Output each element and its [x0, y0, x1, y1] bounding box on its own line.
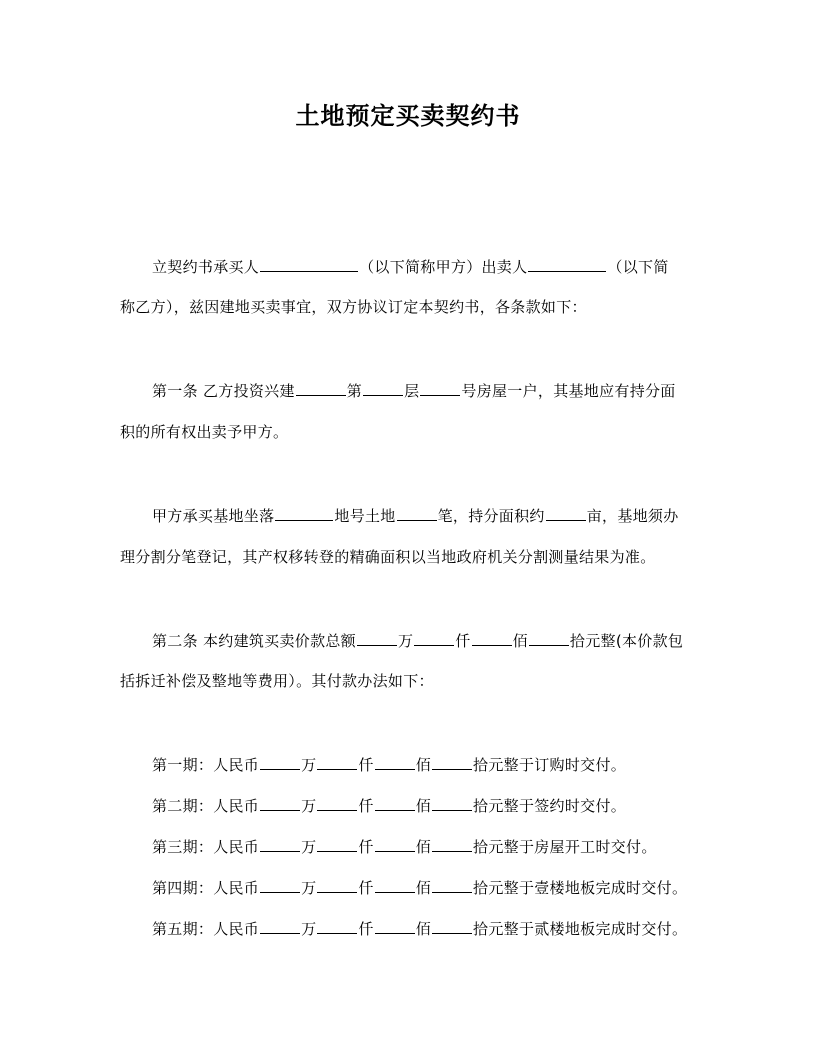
- article2-line-1: [120, 629, 683, 652]
- payment-suffix: 拾元整于签约时交付。: [473, 797, 627, 815]
- text: （以下简称甲方）出卖人: [359, 258, 528, 276]
- blank: [432, 917, 472, 934]
- text: 层: [404, 382, 420, 400]
- blank: [260, 876, 300, 893]
- text: 第二条 本约建筑买卖价款总额: [152, 632, 356, 650]
- intro-line-1: [120, 255, 669, 278]
- blank: [414, 629, 454, 646]
- text: 笔，持分面积约: [437, 507, 545, 525]
- text: 万: [397, 632, 414, 650]
- text: 立契约书承买人: [152, 258, 260, 276]
- article1-line-2: 积的所有权出卖予甲方。: [120, 423, 289, 441]
- blank: [317, 794, 357, 811]
- intro-line-2: 称乙方），兹因建地买卖事宜，双方协议订定本契约书，各条款如下：: [120, 298, 587, 316]
- text: 第一条 乙方投资兴建: [152, 382, 295, 400]
- blank-seller: [528, 255, 606, 272]
- blank-buyer: [260, 255, 358, 272]
- blank: [432, 794, 472, 811]
- para2-line-1: [120, 504, 679, 527]
- unit: 万: [301, 838, 317, 856]
- payment-suffix: 拾元整于贰楼地板完成时交付。: [473, 920, 688, 938]
- blank: [375, 794, 415, 811]
- unit: 仟: [358, 756, 374, 774]
- unit: 仟: [358, 838, 374, 856]
- blank: [375, 917, 415, 934]
- text: 佰: [512, 632, 528, 650]
- blank: [529, 629, 569, 646]
- unit: 佰: [415, 838, 432, 856]
- unit: 仟: [358, 879, 374, 897]
- text: 地号土地: [334, 507, 396, 525]
- para2-line-2: 理分割分笔登记，其产权移转登的精确面积以当地政府机关分割测量结果为准。: [120, 548, 656, 566]
- payment-line: [120, 876, 687, 899]
- blank: [375, 835, 415, 852]
- text: 甲方承买基地坐落: [152, 507, 275, 525]
- blank: [420, 379, 460, 396]
- payment-label: 第一期：人民币: [152, 756, 260, 774]
- blank: [317, 876, 357, 893]
- blank: [260, 794, 300, 811]
- unit: 佰: [415, 756, 432, 774]
- unit: 仟: [358, 797, 374, 815]
- payment-label: 第五期：人民币: [152, 920, 260, 938]
- payment-line: [120, 794, 626, 817]
- text: 号房屋一户，其基地应有持分面: [461, 382, 676, 400]
- payment-suffix: 拾元整于房屋开工时交付。: [473, 838, 657, 856]
- blank: [260, 835, 300, 852]
- blank: [317, 753, 357, 770]
- blank: [472, 629, 512, 646]
- blank: [357, 629, 397, 646]
- blank: [375, 876, 415, 893]
- blank: [432, 753, 472, 770]
- unit: 万: [301, 797, 317, 815]
- unit: 佰: [415, 879, 432, 897]
- payment-line: [120, 917, 687, 940]
- payment-suffix: 拾元整于壹楼地板完成时交付。: [473, 879, 688, 897]
- text: 第: [346, 382, 363, 400]
- unit: 仟: [358, 920, 374, 938]
- blank: [317, 917, 357, 934]
- blank: [432, 835, 472, 852]
- payment-line: [120, 835, 657, 858]
- payment-label: 第二期：人民币: [152, 797, 260, 815]
- payment-line: [120, 753, 626, 776]
- unit: 佰: [415, 797, 432, 815]
- payment-label: 第三期：人民币: [152, 838, 260, 856]
- text: 亩，基地须办: [586, 507, 679, 525]
- blank: [275, 504, 333, 521]
- blank: [397, 504, 437, 521]
- text: 拾元整(本价款包: [569, 632, 684, 650]
- blank: [317, 835, 357, 852]
- blank: [363, 379, 403, 396]
- blank: [260, 753, 300, 770]
- blank: [296, 379, 346, 396]
- unit: 万: [301, 920, 317, 938]
- blank: [260, 917, 300, 934]
- payment-suffix: 拾元整于订购时交付。: [473, 756, 627, 774]
- blank: [546, 504, 586, 521]
- payment-label: 第四期：人民币: [152, 879, 260, 897]
- text: （以下简: [607, 258, 669, 276]
- unit: 佰: [415, 920, 432, 938]
- unit: 万: [301, 879, 317, 897]
- text: 仟: [455, 632, 471, 650]
- document-title: 土地预定买卖契约书: [295, 101, 521, 130]
- blank: [432, 876, 472, 893]
- article1-line-1: [120, 379, 676, 402]
- unit: 万: [301, 756, 317, 774]
- blank: [375, 753, 415, 770]
- article2-line-2: 括拆迁补偿及整地等费用）。其付款办法如下：: [120, 672, 434, 690]
